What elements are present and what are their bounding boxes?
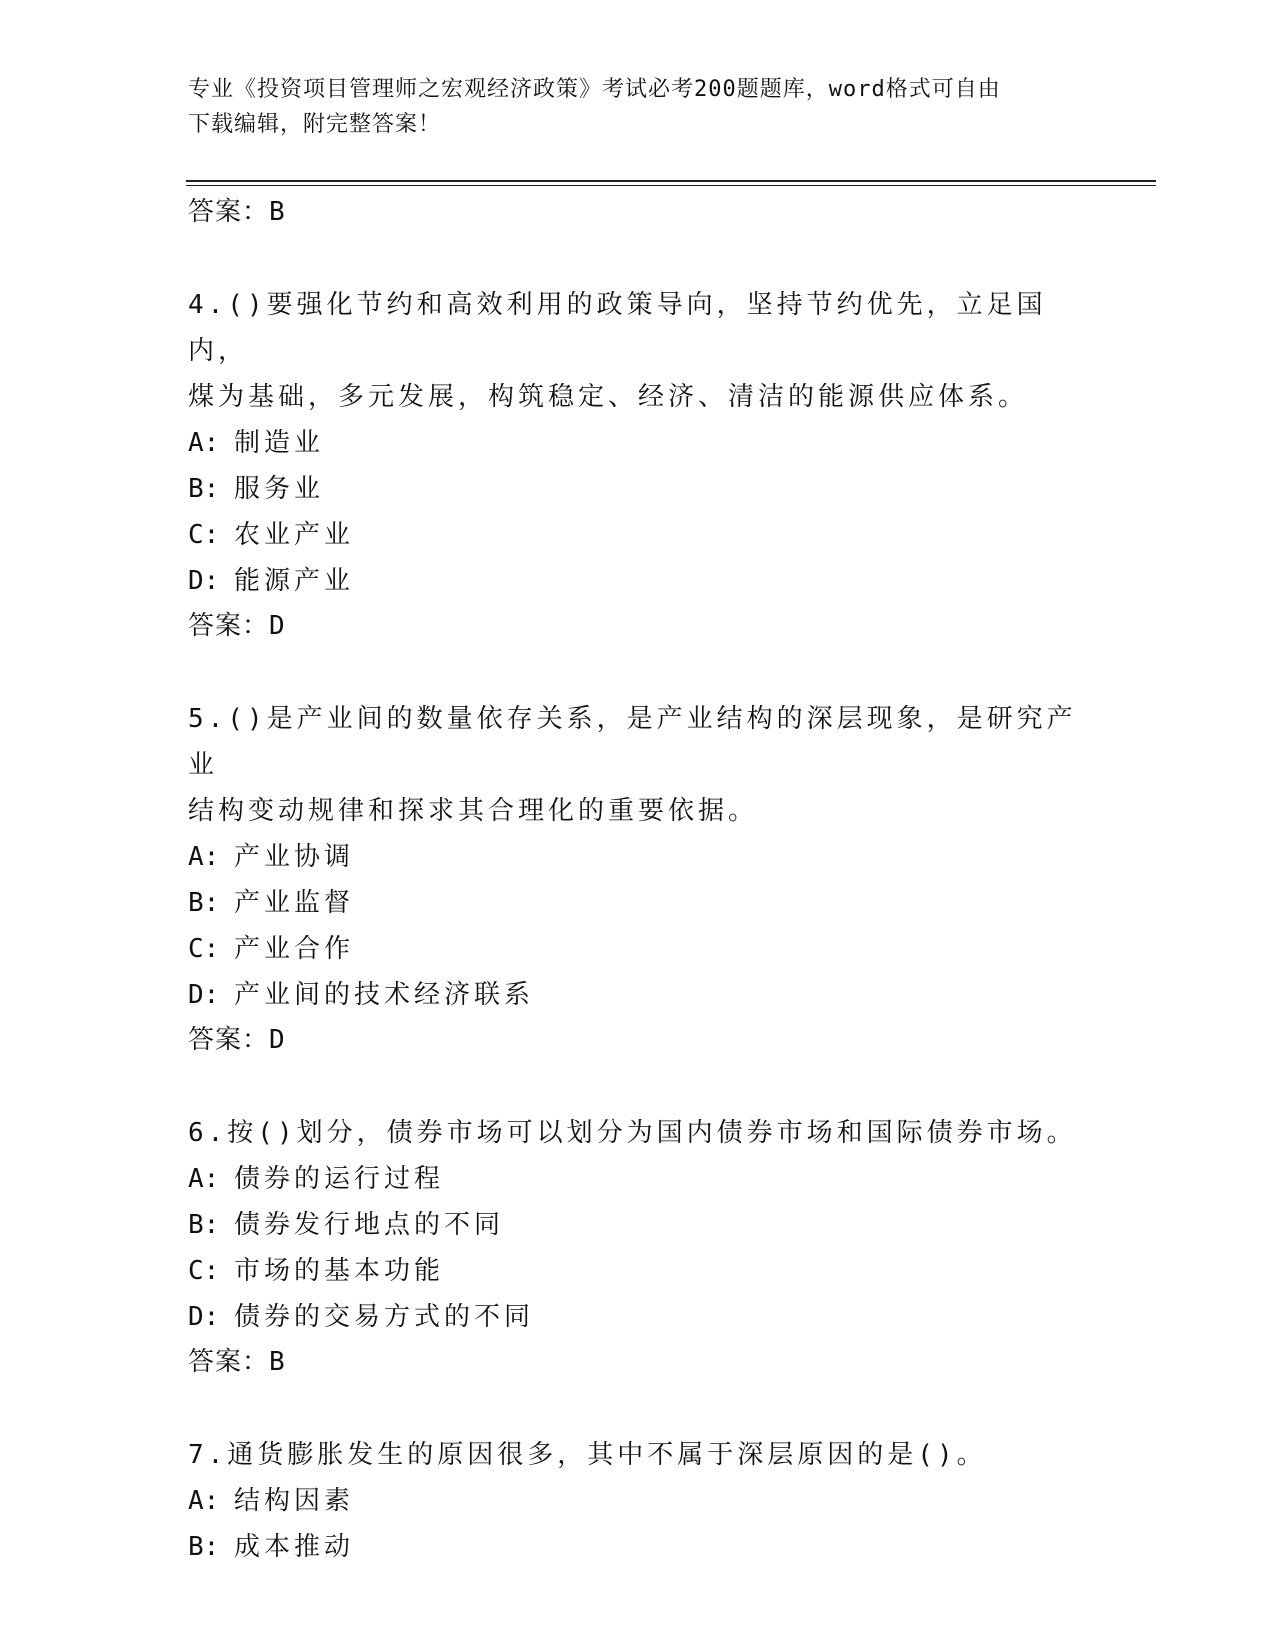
question-stem-line: 6.按()划分，债券市场可以划分为国内债券市场和国际债券市场。 [188, 1118, 1077, 1148]
option-key: B: [188, 474, 220, 504]
option-a [188, 1478, 1088, 1524]
option-c [188, 1248, 1088, 1294]
answer-line: 答案：D [188, 1025, 286, 1055]
question-stem [188, 282, 1088, 420]
option-text: 市场的基本功能 [234, 1256, 445, 1286]
question-4 [188, 282, 1088, 648]
option-text: 产业监督 [234, 888, 355, 918]
option-key: C: [188, 934, 220, 964]
option-key: C: [188, 520, 220, 550]
option-text: 债券的交易方式的不同 [234, 1302, 535, 1332]
header-divider-thin [186, 185, 1156, 186]
question-6 [188, 1110, 1088, 1384]
option-c [188, 512, 1088, 558]
option-text: 产业合作 [234, 934, 355, 964]
option-b [188, 1524, 1088, 1570]
option-a [188, 1156, 1088, 1202]
question-7 [188, 1432, 1088, 1570]
question-stem-line: 5.()是产业间的数量依存关系，是产业结构的深层现象，是研究产业 [188, 704, 1077, 780]
option-key: C: [188, 1256, 220, 1286]
option-key: A: [188, 842, 220, 872]
option-text: 农业产业 [234, 520, 355, 550]
question-5 [188, 696, 1088, 1062]
question-stem [188, 1432, 1088, 1478]
question-list [188, 190, 1088, 1570]
option-a [188, 420, 1088, 466]
question-stem-line: 煤为基础，多元发展，构筑稳定、经济、清洁的能源供应体系。 [188, 382, 1029, 412]
question-stem-line: 4.()要强化节约和高效利用的政策导向，坚持节约优先，立足国内， [188, 290, 1047, 366]
option-key: B: [188, 888, 220, 918]
option-text: 债券发行地点的不同 [234, 1210, 505, 1240]
option-key: D: [188, 566, 220, 596]
option-b [188, 466, 1088, 512]
option-key: B: [188, 1210, 220, 1240]
question-stem [188, 1110, 1088, 1156]
question-stem [188, 696, 1088, 834]
option-key: D: [188, 980, 220, 1010]
option-d [188, 558, 1088, 604]
header-line-1: 专业《投资项目管理师之宏观经济政策》考试必考200题题库，word格式可自由 [188, 77, 1001, 102]
answer-line: 答案：D [188, 611, 286, 641]
option-key: A: [188, 1164, 220, 1194]
option-text: 成本推动 [234, 1532, 355, 1562]
option-c [188, 926, 1088, 972]
answer-line: 答案：B [188, 197, 286, 227]
header-line-2: 下载编辑，附完整答案！ [188, 112, 442, 137]
option-key: D: [188, 1302, 220, 1332]
option-b [188, 880, 1088, 926]
question-stem-line: 结构变动规律和探求其合理化的重要依据。 [188, 796, 759, 826]
option-text: 服务业 [234, 474, 325, 504]
option-key: A: [188, 1486, 220, 1516]
option-d [188, 1294, 1088, 1340]
option-text: 产业间的技术经济联系 [234, 980, 535, 1010]
option-text: 能源产业 [234, 566, 355, 596]
option-key: B: [188, 1532, 220, 1562]
option-b [188, 1202, 1088, 1248]
header-divider [186, 180, 1156, 182]
option-d [188, 972, 1088, 1018]
option-text: 产业协调 [234, 842, 355, 872]
option-key: A: [188, 428, 220, 458]
document-header [188, 72, 1078, 142]
option-a [188, 834, 1088, 880]
option-text: 结构因素 [234, 1486, 355, 1516]
question-stem-line: 7.通货膨胀发生的原因很多，其中不属于深层原因的是()。 [188, 1440, 987, 1470]
option-text: 债券的运行过程 [234, 1164, 445, 1194]
option-text: 制造业 [234, 428, 325, 458]
answer-line: 答案：B [188, 1347, 286, 1377]
